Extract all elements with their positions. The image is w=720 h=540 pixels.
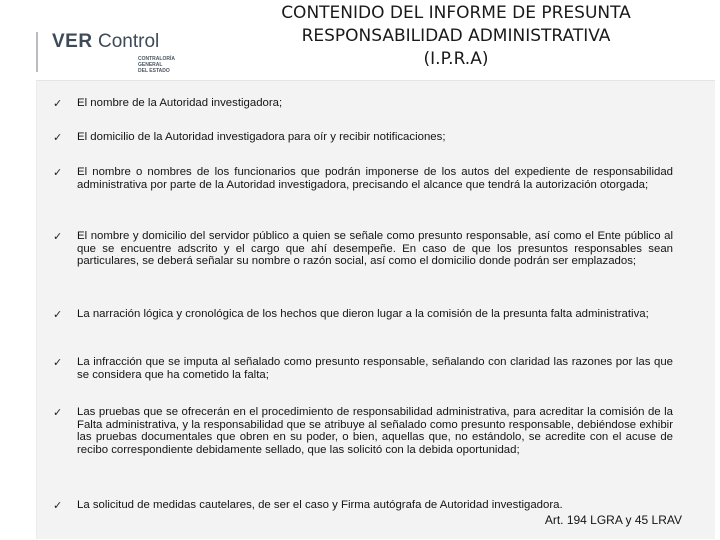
check-icon: ✓ (53, 357, 63, 369)
item-text: El nombre o nombres de los funcionarios que podrán imponerse de los autos del expediente de responsabilidad administrativa por parte de la Autoridad investigadora, precisando el alcance que tendrá la autorización otorgada; (77, 166, 673, 191)
logo-divider (36, 32, 38, 72)
check-icon: ✓ (53, 132, 63, 144)
logo-ver: VER (52, 31, 93, 52)
item-text: La solicitud de medidas cautelares, de ser el caso y Firma autógrafa de Autoridad investigadora. (77, 499, 563, 511)
logo-control: Control (98, 31, 160, 52)
item-text: La narración lógica y cronológica de los hechos que dieron lugar a la comisión de la presunta falta administrativa; (77, 308, 649, 320)
logo-subtitle-line2: DEL ESTADO (138, 68, 170, 74)
logo-subtitle (138, 56, 196, 74)
item-text: El nombre de la Autoridad investigadora; (77, 97, 283, 109)
check-icon: ✓ (53, 167, 63, 179)
check-icon: ✓ (53, 98, 63, 110)
legal-reference: Art. 194 LGRA y 45 LRAV (544, 513, 682, 527)
title-line1: CONTENIDO DEL INFORME DE PRESUNTA (281, 3, 631, 23)
item-text: La infracción que se imputa al señalado como presunto responsable, señalando con claridad las razones por las que se considera que ha cometido la falta; (77, 356, 673, 381)
title-line2: RESPONSABILIDAD ADMINISTRATIVA (301, 26, 611, 46)
check-icon: ✓ (53, 407, 63, 419)
item-text: El domicilio de la Autoridad investigadora para oír y recibir notificaciones; (77, 131, 446, 143)
logo-subtitle-line1: CONTRALORÍA GENERAL (138, 56, 175, 68)
item-text: El nombre y domicilio del servidor público a quien se señale como presunto responsable, así como el Ente público al que se encuentre adscrito y el cargo que ahí desempeñe. En caso de que los presuntos responsables sean particulares, se deberá señalar su nombre o razón social, así como el domicilio donde podrán ser emplazados; (77, 230, 673, 267)
title-line3: (I.P.R.A) (423, 49, 489, 69)
content-panel (36, 80, 715, 539)
check-icon: ✓ (53, 231, 63, 243)
check-icon: ✓ (53, 309, 63, 321)
page-title (200, 2, 712, 71)
check-icon: ✓ (53, 500, 63, 512)
item-text: Las pruebas que se ofrecerán en el procedimiento de responsabilidad administrativa, para acreditar la comisión de la Falta administrativa, y la responsabilidad que se atribuye al señalado como presunto responsable, debiéndose exhibir las pruebas documentales que obren en su poder, o bien, aquellas que, no estándolo, se acredite con el acuse de recibo correspondiente debidamente sellado, que las solicitó con la debida oportunidad; (77, 406, 673, 456)
logo (36, 30, 196, 74)
